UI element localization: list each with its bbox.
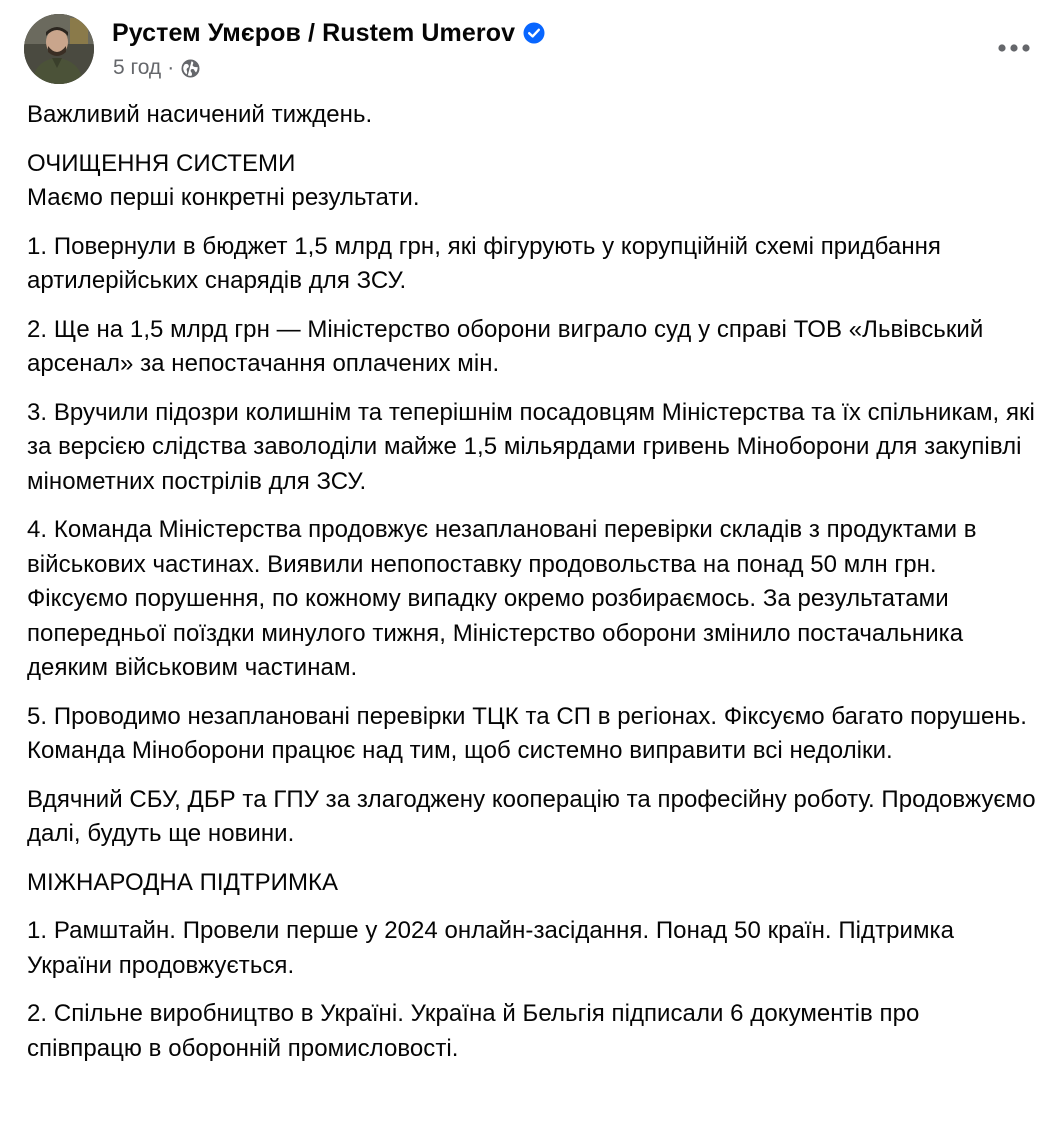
avatar[interactable] bbox=[24, 14, 94, 84]
section-lead: Маємо перші конкретні результати. bbox=[27, 184, 420, 211]
list-item: 2. Спільне виробництво в Україні. Україна й Бельгія підписали 6 документів про співпрацю в оборонній промисловості. bbox=[27, 1000, 920, 1062]
post-intro: Важливий насичений тиждень. bbox=[27, 101, 373, 128]
post-text bbox=[27, 98, 1037, 1080]
list-item: 3. Вручили підозри колишнім та теперішнім посадовцям Міністерства та їх спільникам, які за версією слідства заволоділи майже 1,5 мільярдами гривень Міноборони для закупівлі мінометних пострілів для ЗСУ. bbox=[27, 398, 1035, 495]
list-item: 5. Проводимо незаплановані перевірки ТЦК та СП в регіонах. Фіксуємо багато порушень. Команда Міноборони працює над тим, щоб системно виправити всі недоліки. bbox=[27, 702, 1027, 764]
post-meta bbox=[113, 54, 201, 82]
thanks-paragraph: Вдячний СБУ, ДБР та ГПУ за злагоджену кооперацію та професійну роботу. Продовжуємо далі, будуть ще новини. bbox=[27, 785, 1036, 847]
post-timestamp[interactable]: 5 год bbox=[113, 56, 162, 79]
post-header bbox=[24, 14, 1034, 88]
globe-icon[interactable] bbox=[180, 58, 201, 79]
more-options-button[interactable] bbox=[994, 30, 1034, 66]
author-name[interactable]: Рустем Умєров / Rustem Umerov bbox=[112, 18, 516, 47]
list-item: 2. Ще на 1,5 млрд грн — Міністерство оборони виграло суд у справі ТОВ «Львівський арсенал» за непостачання оплачених мін. bbox=[27, 315, 984, 377]
meta-separator: · bbox=[167, 56, 175, 79]
section-heading-system-cleanup: ОЧИЩЕННЯ СИСТЕМИ bbox=[27, 149, 296, 177]
section-heading-international-support: МІЖНАРОДНА ПІДТРИМКА bbox=[27, 868, 339, 896]
verified-badge-icon bbox=[523, 22, 545, 44]
list-item: 1. Рамштайн. Провели перше у 2024 онлайн-засідання. Понад 50 країн. Підтримка України продовжується. bbox=[27, 917, 955, 979]
list-item: 4. Команда Міністерства продовжує незаплановані перевірки складів з продуктами в військових частинах. Виявили непопоставку продовольства на понад 50 млн грн. Фіксуємо порушення, по кожному випадку окремо розбираємось. За результатами попередньої поїздки минулого тижня, Міністерство оборони змінило постачальника деяким військовим частинам. bbox=[27, 516, 977, 681]
more-horizontal-icon bbox=[997, 43, 1031, 53]
author-row bbox=[112, 16, 545, 50]
list-item: 1. Повернули в бюджет 1,5 млрд грн, які фігурують у корупційній схемі придбання артилерійських снарядів для ЗСУ. bbox=[27, 232, 941, 294]
avatar-photo bbox=[24, 14, 94, 84]
